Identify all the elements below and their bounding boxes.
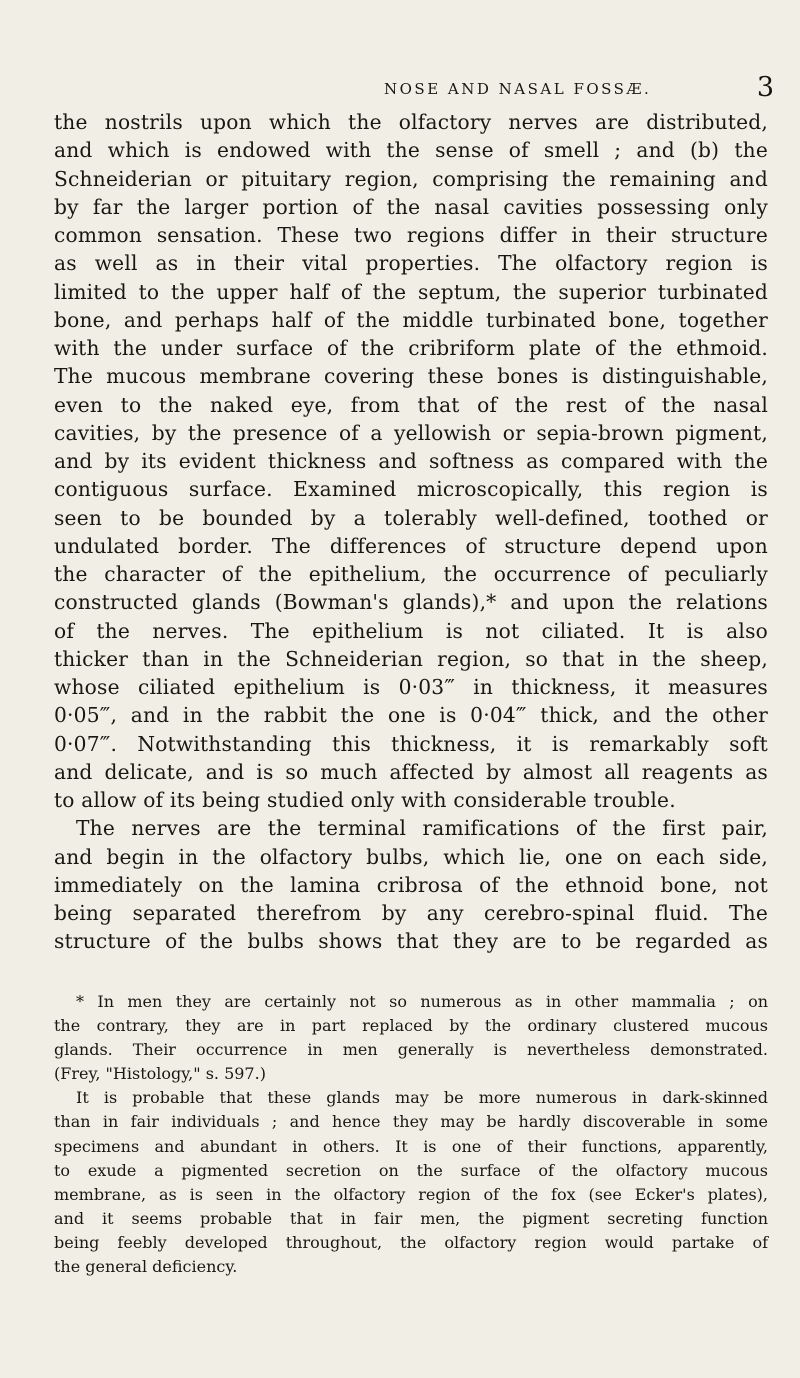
- footnote-line: specimens and abundant in others. It is one of their functions, apparently,: [54, 1136, 768, 1156]
- text-line: by far the larger portion of the nasal cavities possessing only: [54, 194, 768, 219]
- text-line: bone, and perhaps half of the middle turbinated bone, together: [54, 307, 768, 332]
- text-line: even to the naked eye, from that of the rest of the nasal: [54, 392, 768, 417]
- text-line: the character of the epithelium, the occurrence of peculiarly: [54, 562, 768, 586]
- running-title: NOSE AND NASAL FOSSÆ.: [384, 80, 652, 98]
- footnote-line: glands. Their occurrence in men generally is nevertheless demonstrated.: [54, 1040, 768, 1060]
- text-line: of the nerves. The epithelium is not ciliated. It is also: [54, 618, 768, 643]
- text-line: and begin in the olfactory bulbs, which lie, one on each side,: [54, 844, 768, 869]
- text-line: The mucous membrane covering these bones is distinguishable,: [54, 364, 768, 389]
- footnote-line: and it seems probable that in fair men, the pigment secreting function: [54, 1208, 768, 1228]
- text-line: and which is endowed with the sense of smell ; and (b) the: [54, 138, 768, 163]
- text-line: common sensation. These two regions differ in their structure: [54, 223, 768, 247]
- text-line: whose ciliated epithelium is 0·03‴ in thickness, it measures: [54, 675, 768, 699]
- text-line: cavities, by the presence of a yellowish or sepia-brown pigment,: [54, 420, 768, 445]
- body-text: [54, 108, 768, 956]
- footnotes: [54, 990, 768, 1279]
- text-line: thicker than in the Schneiderian region, so that in the sheep,: [54, 646, 768, 671]
- text-line: to allow of its being studied only with considerable trouble.: [54, 788, 676, 812]
- footnote-line: the contrary, they are in part replaced by the ordinary clustered mucous: [54, 1016, 768, 1036]
- text-line: seen to be bounded by a tolerably well-defined, toothed or: [54, 505, 768, 530]
- footnote-line: to exude a pigmented secretion on the surface of the olfactory mucous: [54, 1160, 768, 1180]
- footnote-line: being feebly developed throughout, the olfactory region would partake of: [54, 1232, 768, 1252]
- footnote-line: membrane, as is seen in the olfactory region of the fox (see Ecker's plates),: [54, 1184, 768, 1204]
- footnote-line: (Frey, "Histology," s. 597.): [54, 1064, 266, 1084]
- text-line: being separated therefrom by any cerebro-spinal fluid. The: [54, 901, 768, 925]
- text-line: Schneiderian or pituitary region, comprising the remaining and: [54, 166, 768, 191]
- text-line: as well as in their vital properties. The olfactory region is: [54, 251, 768, 276]
- footnote-line: the general deficiency.: [54, 1257, 238, 1277]
- text-line: with the under surface of the cribriform plate of the ethmoid.: [54, 336, 768, 360]
- text-line: structure of the bulbs shows that they are to be regarded as: [54, 929, 768, 954]
- text-line: undulated border. The differences of structure depend upon: [54, 533, 768, 558]
- text-line: 0·05‴, and in the rabbit the one is 0·04‴ thick, and the other: [54, 703, 768, 728]
- text-line: and delicate, and is so much affected by almost all reagents as: [54, 759, 768, 784]
- text-line: and by its evident thickness and softness as compared with the: [54, 449, 768, 473]
- text-line: The nerves are the terminal ramifications of the first pair,: [76, 816, 768, 841]
- text-line: the nostrils upon which the olfactory nerves are distributed,: [54, 110, 768, 134]
- footnote-line: * In men they are certainly not so numerous as in other mammalia ; on: [76, 992, 768, 1011]
- page-number: 3: [756, 72, 774, 103]
- text-line: constructed glands (Bowman's glands),* and upon the relations: [54, 590, 768, 615]
- footnote-line: than in fair individuals ; and hence they may be hardly discoverable in some: [54, 1112, 768, 1132]
- text-line: limited to the upper half of the septum, the superior turbinated: [54, 279, 768, 304]
- text-line: immediately on the lamina cribrosa of the ethnoid bone, not: [54, 872, 768, 897]
- text-line: contiguous surface. Examined microscopically, this region is: [54, 477, 768, 502]
- running-head: [384, 72, 774, 108]
- footnote-line: It is probable that these glands may be more numerous in dark-skinned: [76, 1088, 768, 1108]
- text-line: 0·07‴. Notwithstanding this thickness, it is remarkably soft: [54, 731, 768, 756]
